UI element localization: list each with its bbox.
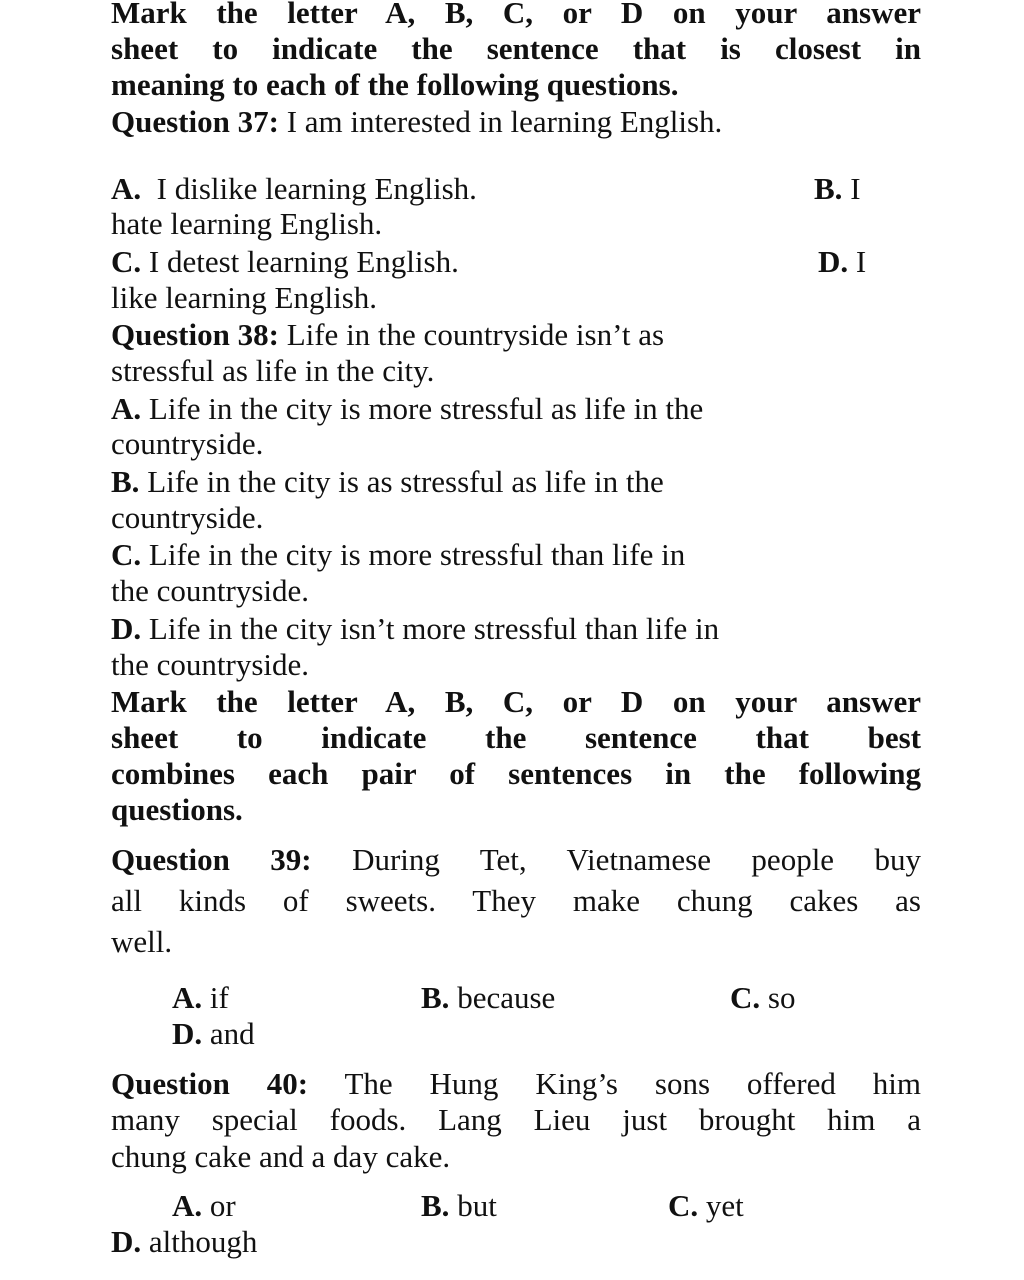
option-a: [111, 171, 477, 207]
option-text: Life in the city is more stressful than life in: [148, 537, 686, 572]
option-letter: B.: [111, 464, 140, 499]
option-letter: C.: [668, 1188, 699, 1223]
option-letter: D.: [111, 1224, 142, 1259]
question-stem: Life in the countryside isn’t as: [286, 317, 665, 352]
option-d: [818, 244, 866, 280]
option-a: [172, 1188, 236, 1224]
option-b: [814, 171, 861, 207]
option-text: I detest learning English.: [148, 244, 459, 279]
option-letter: B.: [814, 171, 843, 206]
option-text: Life in the city is as stressful as life in the: [147, 464, 664, 499]
question-stem: I am interested in learning English.: [286, 104, 723, 139]
question-40: [111, 1066, 921, 1102]
option-letter: D.: [818, 244, 849, 279]
option-letter: B.: [421, 1188, 450, 1223]
option-text: yet: [705, 1188, 744, 1223]
option-letter: C.: [111, 537, 142, 572]
option-b-continued: hate learning English.: [111, 206, 383, 241]
option-letter: A.: [172, 980, 203, 1015]
question-38: [111, 317, 664, 353]
question-39: [111, 842, 921, 878]
option-text: although: [148, 1224, 258, 1259]
option-a: [111, 391, 703, 427]
option-text: Life in the city is more stressful as life in the: [148, 391, 704, 426]
option-c: [730, 980, 795, 1016]
question-37: [111, 104, 722, 140]
instruction-line: Mark the letter A, B, C, or D on your answer: [111, 684, 921, 719]
option-c: [111, 244, 459, 280]
option-d: [111, 1224, 257, 1260]
instruction-line: questions.: [111, 792, 243, 827]
question-label: Question 38:: [111, 317, 279, 352]
option-letter: C.: [111, 244, 142, 279]
option-a-continued: countryside.: [111, 426, 264, 461]
instruction-line: meaning to each of the following questions.: [111, 67, 679, 102]
option-text: so: [767, 980, 796, 1015]
option-c: [668, 1188, 744, 1224]
option-b: [421, 1188, 497, 1224]
option-text: if: [209, 980, 229, 1015]
option-letter: C.: [730, 980, 761, 1015]
option-b: [111, 464, 664, 500]
option-text: I: [855, 244, 867, 279]
question-label: Question 40:: [111, 1066, 309, 1101]
option-letter: A.: [172, 1188, 203, 1223]
option-c-continued: the countryside.: [111, 573, 310, 608]
question-stem-continued: chung cake and a day cake.: [111, 1139, 451, 1174]
option-a: [172, 980, 229, 1016]
option-b: [421, 980, 555, 1016]
question-label: Question 39:: [111, 842, 312, 877]
option-b-continued: countryside.: [111, 500, 264, 535]
question-stem: During Tet, Vietnamese people buy: [352, 842, 921, 877]
option-letter: B.: [421, 980, 450, 1015]
question-stem: The Hung King’s sons offered him: [344, 1066, 921, 1101]
option-text: I: [850, 171, 861, 206]
option-letter: A.: [111, 391, 142, 426]
option-text: and: [209, 1016, 255, 1051]
option-text: Life in the city isn’t more stressful than life in: [148, 611, 720, 646]
instruction-line: Mark the letter A, B, C, or D on your answer: [111, 0, 921, 30]
question-stem-continued: well.: [111, 924, 173, 959]
option-d-continued: the countryside.: [111, 647, 310, 682]
instruction-line: sheet to indicate the sentence that best: [111, 720, 921, 755]
option-letter: A.: [111, 171, 142, 206]
question-label: Question 37:: [111, 104, 279, 139]
instruction-line: sheet to indicate the sentence that is closest in: [111, 31, 921, 66]
option-d: [111, 611, 719, 647]
option-letter: D.: [111, 611, 142, 646]
question-stem-continued: all kinds of sweets. They make chung cakes as: [111, 883, 921, 918]
option-letter: D.: [172, 1016, 203, 1051]
question-stem-continued: stressful as life in the city.: [111, 353, 435, 388]
option-d: [172, 1016, 255, 1052]
option-text: because: [457, 980, 556, 1015]
option-text: I dislike learning English.: [156, 171, 477, 206]
instruction-line: combines each pair of sentences in the following: [111, 756, 921, 791]
option-text: but: [457, 1188, 497, 1223]
option-text: or: [209, 1188, 236, 1223]
option-d-continued: like learning English.: [111, 280, 378, 315]
question-stem-continued: many special foods. Lang Lieu just brought him a: [111, 1102, 921, 1137]
option-c: [111, 537, 685, 573]
